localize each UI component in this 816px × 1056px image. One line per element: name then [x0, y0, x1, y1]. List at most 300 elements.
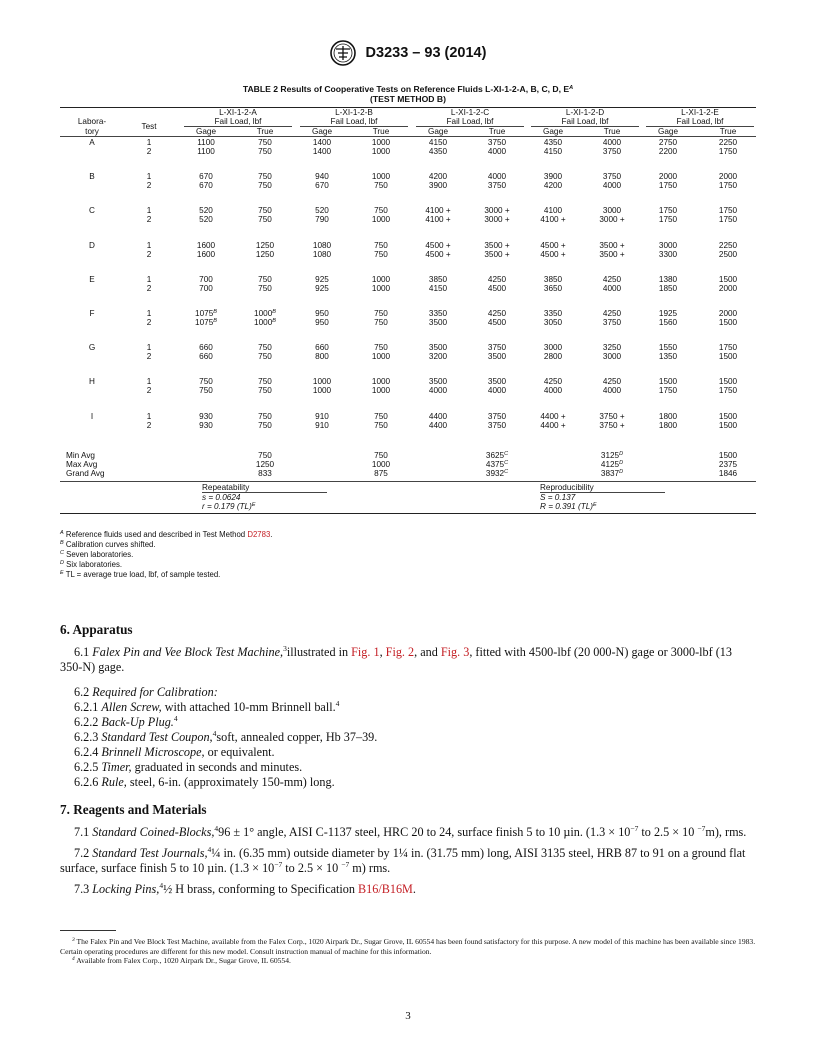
- gage-value: 4100: [543, 206, 563, 216]
- table-title-sup: A: [569, 85, 574, 91]
- para-6-2-3: 6.2.3 Standard Test Coupon,$^4$soft, annealed copper, Hb 37–39.: [74, 729, 378, 744]
- gage-value: 4250: [543, 377, 563, 387]
- true-header: True: [488, 127, 506, 136]
- para-6-1: 6.1 Falex Pin and Vee Block Test Machine,$^3$illustrated in Fig. 1, Fig. 2, and Fig. 3, fitted with 4500-lbf (20 000-N) gage or 3000-lbf (13 350-N) gage.: [60, 644, 732, 674]
- true-value: 1000: [371, 147, 391, 156]
- true-value: 4000: [487, 147, 507, 156]
- reproducibility-r: R = 0.391 (TL)$^E$: [540, 502, 597, 511]
- table-footnote: $^A$ Reference fluids used and described in Test Method D2783.: [60, 530, 273, 539]
- test-number: 2: [146, 181, 152, 191]
- gage-value: 3500: [428, 377, 448, 387]
- true-value: 1500: [718, 377, 738, 387]
- summary-d: $4125^D$: [600, 460, 624, 469]
- true-value: 1750: [718, 343, 738, 353]
- true-value: 750: [258, 352, 272, 362]
- footnote-marker: B: [213, 318, 217, 324]
- summary-e: 2375: [718, 460, 738, 469]
- true-value: 4000: [602, 181, 622, 191]
- gage-value: 1500: [658, 377, 678, 387]
- gage-value: 1600: [196, 240, 216, 250]
- gage-value: 750: [199, 386, 213, 396]
- true-value: 2250: [718, 138, 738, 147]
- gage-value: 3300: [658, 249, 678, 259]
- summary-label: Min Avg: [66, 451, 95, 460]
- document-designation: D3233 – 93 (2014): [365, 45, 487, 61]
- fail-load-header: Fail Load, lbf: [561, 117, 609, 126]
- true-header: True: [256, 127, 274, 136]
- true-value: 1000: [371, 138, 391, 147]
- gage-value: 670: [199, 181, 213, 191]
- true-value: 2000: [718, 172, 738, 182]
- true-value: 4250: [602, 274, 622, 284]
- page-number: 3: [405, 1010, 411, 1022]
- laboratory-header: Labora-: [77, 117, 107, 126]
- gage-value: 660: [199, 343, 213, 353]
- gage-value: 3850: [543, 274, 563, 284]
- true-value: 1750: [718, 215, 738, 225]
- true-value: 3000 +: [484, 215, 510, 225]
- true-value: 3750: [487, 420, 507, 430]
- summary-c: $4375^C$: [485, 460, 509, 469]
- gage-header: Gage: [657, 127, 679, 136]
- footnote-marker: D: [619, 451, 624, 457]
- true-value: 3500 +: [484, 240, 510, 250]
- gage-value: 4500 +: [540, 240, 566, 250]
- para-7-3: 7.3 Locking Pins,$^4$½ H brass, conforming to Specification B16/B16M.: [74, 881, 416, 896]
- gage-value: 910: [315, 420, 329, 430]
- table-footnote: $^C$ Seven laboratories.: [60, 550, 134, 559]
- para-6-2: 6.2 Required for Calibration:: [74, 685, 218, 699]
- true-value: 1250: [255, 249, 275, 259]
- true-value: 750: [258, 172, 272, 182]
- gage-value: 3850: [428, 274, 448, 284]
- gage-value: 4400 +: [540, 420, 566, 430]
- true-value: 2500: [718, 249, 738, 259]
- gage-header: Gage: [427, 127, 449, 136]
- gage-value: 4000: [543, 386, 563, 396]
- fail-load-header: Fail Load, lbf: [214, 117, 262, 126]
- summary-label: Grand Avg: [66, 469, 105, 478]
- gage-value: 2200: [658, 147, 678, 156]
- gage-value: 950: [315, 318, 329, 327]
- gage-value: 1750: [658, 206, 678, 216]
- footnote-marker: D: [619, 469, 624, 475]
- para-6-2-6: 6.2.6 Rule, steel, 6-in. (approximately 150-mm) long.: [74, 775, 335, 789]
- body-text: [60, 622, 756, 903]
- test-number: 2: [146, 318, 152, 327]
- test-number: 2: [146, 283, 152, 293]
- gage-value: $1075^B$: [195, 318, 217, 327]
- gage-value: 520: [199, 215, 213, 225]
- gage-value: 660: [199, 352, 213, 362]
- true-value: 3750 +: [599, 420, 625, 430]
- summary-a: 1250: [255, 460, 275, 469]
- true-value: 750: [258, 138, 272, 147]
- para-7-2: 7.2 Standard Test Journals,$^4$¼ in. (6.35 mm) outside diameter by 1¼ in. (31.75 mm) long, AISI 3135 steel, HRB 87 to 91 on a ground flat surface, surface finish 5 to 10 µin. ($1.3 \times 10^{-7}$ to 2.5 × 10 $^{-7}$ m) rms.: [60, 845, 746, 875]
- true-value: 1750: [718, 181, 738, 191]
- true-value: 750: [258, 343, 272, 353]
- true-value: 750: [374, 343, 388, 353]
- true-value: 4000: [487, 386, 507, 396]
- gage-value: 1600: [196, 249, 216, 259]
- test-number: 1: [146, 274, 152, 284]
- gage-value: 520: [199, 206, 213, 216]
- true-value: 3750: [487, 181, 507, 191]
- true-value: 3000 +: [599, 215, 625, 225]
- true-value: 2000: [718, 283, 738, 293]
- gage-value: 1750: [658, 215, 678, 225]
- gage-value: 1800: [658, 411, 678, 421]
- gage-value: 1850: [658, 283, 678, 293]
- gage-value: 670: [315, 181, 329, 191]
- gage-value: 4350: [428, 147, 448, 156]
- fluid-header: L-XI-1-2-B: [335, 108, 373, 117]
- test-number: 2: [146, 420, 152, 430]
- true-value: 3750: [487, 138, 507, 147]
- table-title-method: (TEST METHOD B): [370, 93, 446, 104]
- gage-value: 2750: [658, 138, 678, 147]
- test-number: 1: [146, 172, 152, 182]
- summary-d: $3125^D$: [600, 451, 624, 460]
- true-value: 3250: [602, 343, 622, 353]
- gage-header: Gage: [195, 127, 217, 136]
- table-title: [60, 85, 756, 104]
- summary-b: 1000: [371, 460, 391, 469]
- page-header: [0, 40, 816, 66]
- laboratory-header: tory: [85, 127, 99, 136]
- test-number: 2: [146, 386, 152, 396]
- true-value: $1000^B$: [254, 318, 276, 327]
- true-value: 3000 +: [484, 206, 510, 216]
- fail-load-header: Fail Load, lbf: [446, 117, 494, 126]
- gage-value: 4500 +: [425, 240, 451, 250]
- true-value: 750: [374, 240, 388, 250]
- true-value: 4250: [602, 309, 622, 318]
- astm-logo-icon: [330, 40, 356, 66]
- gage-value: 520: [315, 206, 329, 216]
- true-value: 1000: [371, 215, 391, 225]
- fig3-link[interactable]: Fig. 3: [440, 645, 470, 659]
- true-value: 3000: [602, 352, 622, 362]
- summary-a: 833: [258, 469, 272, 478]
- summary-a: 750: [258, 451, 272, 460]
- gage-value: 4400 +: [540, 411, 566, 421]
- true-value: 3750: [487, 343, 507, 353]
- reproducibility-s: S = 0.137: [540, 493, 576, 502]
- repeatability-s: s = 0.0624: [202, 493, 241, 502]
- true-value: 4000: [602, 138, 622, 147]
- reproducibility-title: Reproducibility: [540, 483, 594, 492]
- gage-value: 1925: [658, 309, 678, 318]
- gage-value: 2000: [658, 172, 678, 182]
- true-value: 1000: [371, 283, 391, 293]
- test-number: 1: [146, 343, 152, 353]
- gage-value: 4150: [428, 138, 448, 147]
- gage-value: 1750: [658, 386, 678, 396]
- true-value: 1000: [371, 377, 391, 387]
- gage-value: 930: [199, 420, 213, 430]
- true-value: 750: [374, 249, 388, 259]
- true-value: 2000: [718, 309, 738, 318]
- true-value: 750: [258, 215, 272, 225]
- footnote-marker: D: [619, 460, 624, 466]
- footnote-marker: C: [504, 469, 509, 475]
- gage-value: 670: [199, 172, 213, 182]
- true-value: 4250: [602, 377, 622, 387]
- b16-link[interactable]: B16/B16M: [358, 882, 413, 896]
- section-7-heading: 7. Reagents and Materials: [60, 802, 207, 817]
- test-number: 1: [146, 240, 152, 250]
- true-value: 3750: [602, 147, 622, 156]
- gage-value: 700: [199, 283, 213, 293]
- gage-header: Gage: [311, 127, 333, 136]
- true-value: 750: [374, 309, 388, 318]
- footnote-3: $^3$ The Falex Pin and Vee Block Test Machine, available from the Falex Corp., 1020 Airpark Dr., Sugar Grove, IL 60554 has been found satisfactory for this purpose. A new model of this machine has been available since 1983. Certain operating procedures are different for this new model. Consult instruction manual of machine for this information.: [60, 937, 756, 956]
- true-value: $1000^B$: [254, 309, 276, 318]
- footnote-marker: E: [251, 502, 256, 508]
- gage-value: 950: [315, 309, 329, 318]
- true-value: 750: [258, 181, 272, 191]
- true-value: 2250: [718, 240, 738, 250]
- gage-value: 2800: [543, 352, 563, 362]
- footnote-marker: B: [213, 309, 217, 315]
- true-value: 3750: [487, 411, 507, 421]
- gage-value: 1100: [197, 147, 215, 156]
- summary-c: $3625^C$: [485, 451, 509, 460]
- gage-value: 1400: [312, 147, 332, 156]
- gage-value: 1560: [658, 318, 678, 327]
- gage-value: 3050: [543, 318, 563, 327]
- true-value: 750: [374, 318, 388, 327]
- lab-label: D: [89, 240, 95, 250]
- para-7-1: 7.1 Standard Coined-Blocks,$^4$96 ± 1° angle, AISI C-1137 steel, HRC 20 to 24, surface finish 5 to 10 µin. ($1.3 \times 10^{-7}$ to 2.5 × 10 $^{-7}$m), rms.: [74, 824, 747, 839]
- gage-value: 3500: [428, 318, 448, 327]
- true-value: 4250: [487, 274, 507, 284]
- gage-value: 1350: [658, 352, 678, 362]
- true-value: 750: [258, 377, 272, 387]
- true-value: 3500 +: [599, 240, 625, 250]
- lab-label: H: [89, 377, 95, 387]
- table-bottom-rule: [60, 513, 756, 514]
- test-number: 2: [146, 249, 152, 259]
- lab-label: A: [89, 138, 95, 147]
- test-number: 1: [146, 138, 152, 147]
- fluid-header: L-XI-1-2-C: [450, 108, 490, 117]
- true-value: 3500: [487, 377, 507, 387]
- fig2-link[interactable]: Fig. 2: [385, 645, 415, 659]
- test-number: 2: [146, 147, 152, 156]
- summary-e: 1500: [718, 451, 738, 460]
- gage-value: 660: [315, 343, 329, 353]
- gage-value: 4100 +: [540, 215, 566, 225]
- true-value: 3000: [602, 206, 622, 216]
- gage-value: 4200: [543, 181, 563, 191]
- footnote-4: $^4$ Available from Falex Corp., 1020 Airpark Dr., Sugar Grove, IL 60554.: [72, 956, 291, 965]
- table-footnote: $^E$ TL = average true load, lbf, of sample tested.: [60, 570, 221, 579]
- gage-value: 1000: [312, 377, 332, 387]
- true-value: 750: [374, 420, 388, 430]
- summary-c: $3932^C$: [485, 469, 509, 478]
- true-value: 3500: [487, 352, 507, 362]
- true-value: 3750: [602, 172, 622, 182]
- gage-value: 3900: [428, 181, 448, 191]
- true-value: 750: [258, 274, 272, 284]
- gage-value: 700: [199, 274, 213, 284]
- gage-value: 1400: [312, 138, 332, 147]
- true-value: 1750: [718, 386, 738, 396]
- true-value: 750: [258, 206, 272, 216]
- test-number: 1: [146, 309, 152, 318]
- true-value: 750: [258, 420, 272, 430]
- fluid-header: L-XI-1-2-D: [565, 108, 605, 117]
- true-value: 750: [374, 181, 388, 191]
- true-value: 750: [258, 386, 272, 396]
- gage-value: 1800: [658, 420, 678, 430]
- gage-value: 4500 +: [540, 249, 566, 259]
- gage-value: 930: [199, 411, 213, 421]
- para-6-2-4: 6.2.4 Brinnell Microscope, or equivalent.: [74, 745, 275, 759]
- true-value: 3500 +: [599, 249, 625, 259]
- summary-bottom-rule: [60, 481, 756, 482]
- gage-value: 3000: [658, 240, 678, 250]
- gage-value: $1075^B$: [195, 309, 217, 318]
- gage-value: 800: [315, 352, 329, 362]
- lab-label: G: [88, 343, 96, 353]
- gage-value: 940: [315, 172, 329, 182]
- header-bottom-rule: [60, 136, 756, 137]
- footnote-marker: C: [504, 451, 509, 457]
- footnote-marker: E: [593, 502, 597, 508]
- summary-b: 750: [374, 451, 388, 460]
- gage-value: 1080: [312, 249, 332, 259]
- page-footnotes: [60, 930, 756, 966]
- table-footnotes: [60, 530, 756, 580]
- section-6-heading: 6. Apparatus: [60, 622, 133, 637]
- fig1-link[interactable]: Fig. 1: [351, 645, 380, 659]
- footnote-rule: [60, 930, 116, 931]
- true-value: 1000: [371, 172, 391, 182]
- gage-value: 1000: [312, 386, 332, 396]
- gage-value: 3200: [428, 352, 448, 362]
- table-title-text: TABLE 2 Results of Cooperative Tests on Reference Fluids L-XI-1-2-A, B, C, D, E: [242, 84, 570, 94]
- true-value: 750: [258, 283, 272, 293]
- true-value: 1750: [718, 206, 738, 216]
- gage-header: Gage: [542, 127, 564, 136]
- gage-value: 925: [315, 274, 329, 284]
- gage-value: 750: [199, 377, 213, 387]
- para-6-2-2: 6.2.2 Back-Up Plug.$^4$: [74, 714, 178, 729]
- gage-value: 790: [315, 215, 329, 225]
- table-footnote: $^D$ Six laboratories.: [60, 560, 123, 569]
- d2783-link[interactable]: D2783: [247, 530, 271, 539]
- repeatability-r: r = 0.179 (TL)$^E$: [202, 502, 256, 511]
- true-value: 750: [374, 206, 388, 216]
- gage-value: 4350: [543, 138, 563, 147]
- true-value: 4250: [487, 309, 507, 318]
- gage-value: 4100 +: [425, 206, 451, 216]
- footnote-marker: B: [272, 318, 276, 324]
- gage-value: 3500: [428, 343, 448, 353]
- true-value: 750: [258, 147, 272, 156]
- footnote-marker: B: [272, 309, 276, 315]
- summary-d: $3837^D$: [600, 469, 624, 478]
- fail-load-header: Fail Load, lbf: [330, 117, 378, 126]
- true-value: 3750 +: [599, 411, 625, 421]
- true-header: True: [372, 127, 390, 136]
- gage-value: 925: [315, 283, 329, 293]
- test-number: 1: [146, 206, 152, 216]
- gage-value: 4500 +: [425, 249, 451, 259]
- true-value: 1500: [718, 274, 738, 284]
- true-value: 4500: [487, 283, 507, 293]
- gage-value: 910: [315, 411, 329, 421]
- gage-value: 4150: [543, 147, 563, 156]
- table-footnote: $^B$ Calibration curves shifted.: [60, 540, 156, 549]
- gage-value: 1550: [658, 343, 678, 353]
- true-value: 750: [258, 411, 272, 421]
- para-6-2-5: 6.2.5 Timer, graduated in seconds and minutes.: [74, 760, 303, 774]
- gage-value: 4200: [428, 172, 448, 182]
- true-value: 3750: [602, 318, 622, 327]
- gage-value: 3000: [543, 343, 563, 353]
- gage-value: 4150: [428, 283, 448, 293]
- lab-label: I: [90, 411, 94, 421]
- lab-label: E: [89, 274, 95, 284]
- lab-label: B: [89, 172, 95, 182]
- footnote-marker: C: [504, 460, 509, 466]
- test-number: 2: [146, 352, 152, 362]
- para-6-2-1: 6.2.1 Allen Screw, with attached 10-mm Brinnell ball.$^4$: [74, 699, 340, 714]
- true-value: 1000: [371, 352, 391, 362]
- gage-value: 3350: [428, 309, 448, 318]
- fluid-header: L-XI-1-2-E: [681, 108, 719, 117]
- true-value: 4000: [487, 172, 507, 182]
- test-header: Test: [141, 122, 157, 131]
- test-number: 1: [146, 377, 152, 387]
- gage-value: 3350: [543, 309, 563, 318]
- fail-load-header: Fail Load, lbf: [676, 117, 724, 126]
- lab-label: C: [89, 206, 95, 216]
- test-number: 2: [146, 215, 152, 225]
- gage-value: 4400: [428, 411, 448, 421]
- gage-value: 4100 +: [425, 215, 451, 225]
- true-value: 1500: [718, 411, 738, 421]
- fluid-header: L-XI-1-2-A: [219, 108, 257, 117]
- true-value: 1500: [718, 420, 738, 430]
- true-value: 1000: [371, 274, 391, 284]
- true-value: 1750: [718, 147, 738, 156]
- true-value: 1250: [255, 240, 275, 250]
- gage-value: 4400: [428, 420, 448, 430]
- table-top-rule: [60, 107, 756, 108]
- gage-value: 1080: [312, 240, 332, 250]
- summary-e: 1846: [718, 469, 738, 478]
- summary-label: Max Avg: [66, 460, 98, 469]
- gage-value: 3900: [543, 172, 563, 182]
- true-header: True: [603, 127, 621, 136]
- summary-b: 875: [374, 469, 388, 478]
- true-value: 1500: [718, 318, 738, 327]
- lab-label: F: [89, 309, 95, 318]
- gage-value: 4000: [428, 386, 448, 396]
- gage-value: 1380: [658, 274, 678, 284]
- true-value: 4500: [487, 318, 507, 327]
- true-value: 3500 +: [484, 249, 510, 259]
- true-value: 1000: [371, 386, 391, 396]
- true-value: 4000: [602, 283, 622, 293]
- true-value: 4000: [602, 386, 622, 396]
- gage-value: 3650: [543, 283, 563, 293]
